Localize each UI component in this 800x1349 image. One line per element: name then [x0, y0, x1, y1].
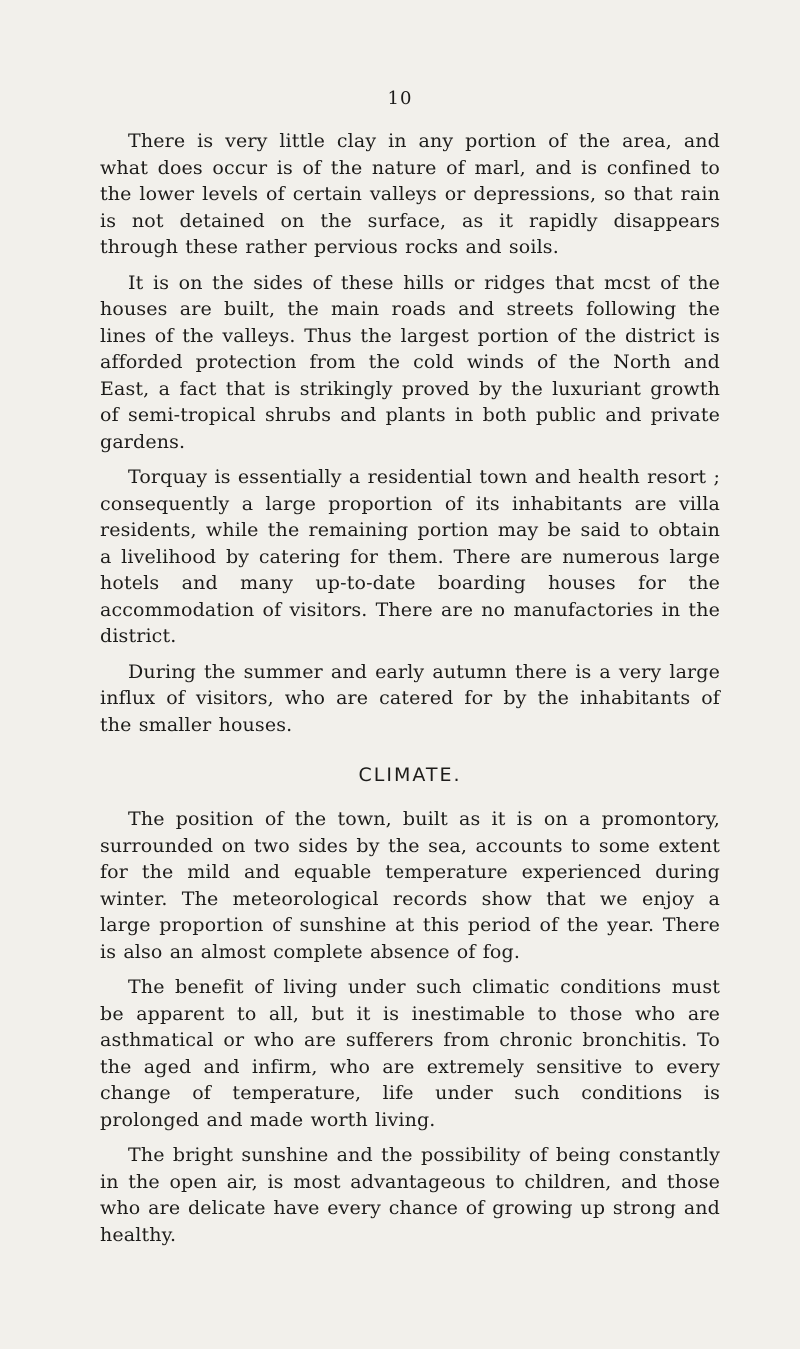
- paragraph-visitors: During the summer and early autumn there is a very large influx of visitors, who are catered for by the inhabitants of the smaller houses.: [100, 660, 720, 736]
- paragraph-residential: Torquay is essentially a residential town and health resort ; consequently a large proportion of its inhabitants are villa residents, while the remaining portion may be said to obtain a livelihood by catering for them. There are numerous large hotels and many up-to-date boarding houses for the accommodation of visitors. There are no manufactories in the district.: [100, 466, 720, 647]
- paragraph-position: The position of the town, built as it is on a promontory, surrounded on two sides by the sea, accounts to some extent for the mild and equable temperature experienced during winter. The meteorological records show that we enjoy a large proportion of sunshine at this period of the year. There is also an almost complete absence of fog.: [100, 808, 720, 963]
- body-text: [100, 128, 720, 1257]
- section-heading-climate: CLIMATE.: [358, 764, 462, 786]
- paragraph-clay: There is very little clay in any portion of the area, and what does occur is of the nature of marl, and is confined to the lower levels of certain valleys or depressions, so that rain is not detained on the surface, as it rapidly disappears through these rather pervious rocks and soils.: [100, 130, 720, 258]
- paragraph-sunshine: The bright sunshine and the possibility of being constantly in the open air, is most advantageous to children, and those who are delicate have every chance of growing up strong and healthy.: [100, 1144, 720, 1246]
- paragraph-benefit: The benefit of living under such climatic conditions must be apparent to all, but it is inestimable to those who are asthmatical or who are sufferers from chronic bronchitis. To the aged and infirm, who are extremely sensitive to every change of temperature, life under such conditions is prolonged and made worth living.: [100, 976, 720, 1131]
- paragraph-hills: It is on the sides of these hills or ridges that mcst of the houses are built, the main roads and streets following the lines of the valleys. Thus the largest portion of the district is afforded protection from the cold winds of the North and East, a fact that is strikingly proved by the luxuriant growth of semi-tropical shrubs and plants in both public and private gardens.: [100, 271, 720, 453]
- page-number: 10: [387, 88, 413, 109]
